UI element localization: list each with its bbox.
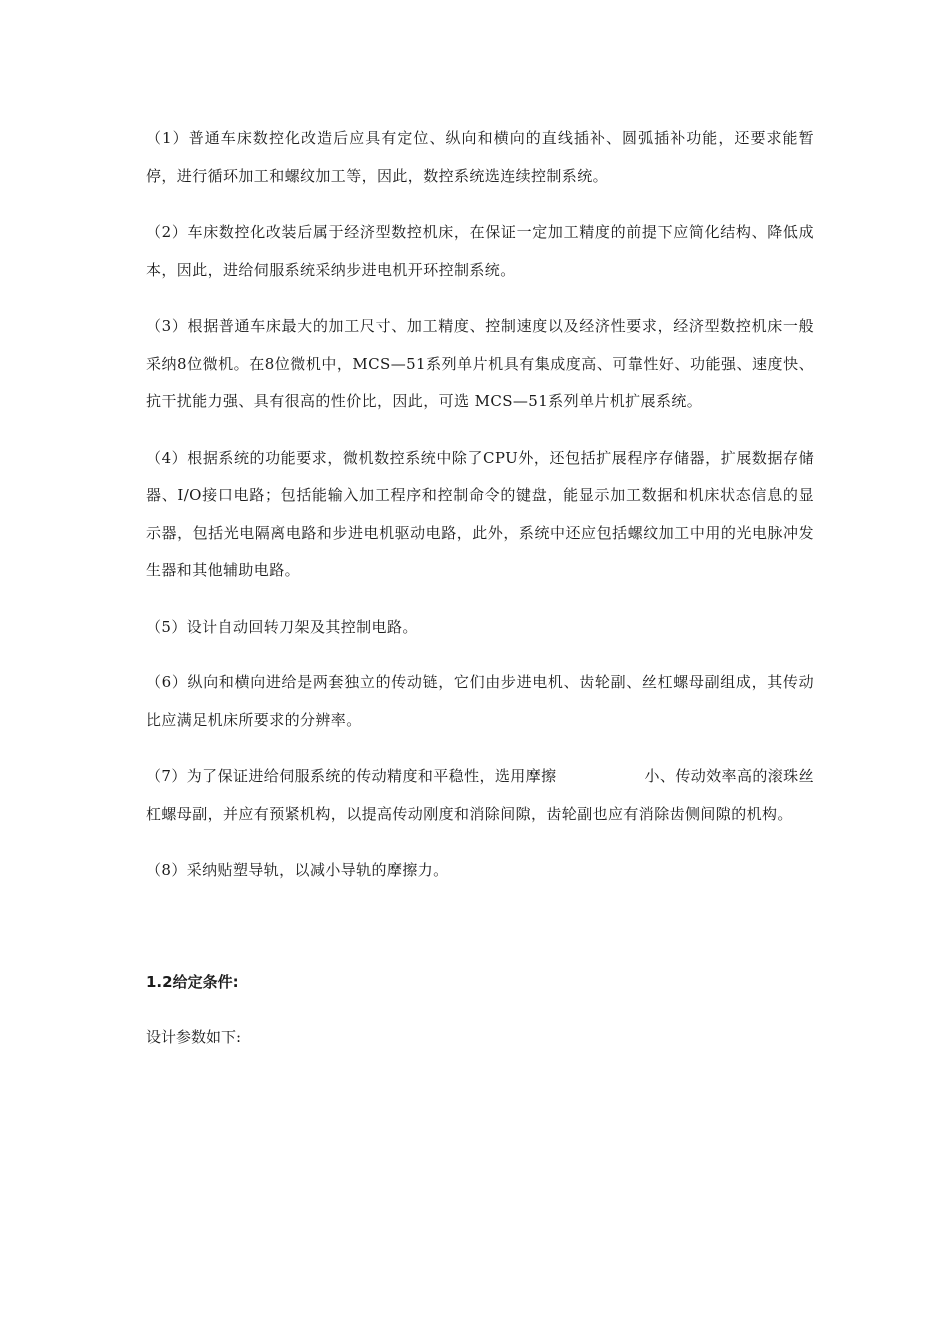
paragraph-7-part-1: （7）为了保证进给伺服系统的传动精度和平稳性，选用摩擦 [146,767,557,785]
paragraph-8: （8）采纳贴塑导轨，以减小导轨的摩擦力。 [146,861,449,879]
section-text: 设计参数如下: [146,1027,242,1046]
section-heading: 1.2给定条件: [146,972,239,991]
paragraph-4: （4）根据系统的功能要求，微机数控系统中除了CPU外，还包括扩展程序存储器，扩展数据存储器、I/O接口电路；包括能输入加工程序和控制命令的键盘，能显示加工数据和机床状态信息的显示器，包括光电隔离电路和步进电机驱动电路，此外，系统中还应包括螺纹加工中用的光电脉冲发生器和其他辅助电路。 [146,448,814,579]
paragraph-7-part-2: 小、传动效率高的滚珠丝杠螺母副，并应有预紧机构，以提高传动刚度和消除间隙，齿轮副也应有消除齿侧间隙的机构。 [146,767,814,823]
document-body [146,120,814,1056]
paragraph-6: （6）纵向和横向进给是两套独立的传动链，它们由步进电机、齿轮副、丝杠螺母副组成，其传动比应满足机床所要求的分辨率。 [146,673,814,729]
paragraph-2: （2）车床数控化改装后属于经济型数控机床，在保证一定加工精度的前提下应简化结构、降低成本，因此，进给伺服系统采纳步进电机开环控制系统。 [146,223,814,279]
paragraph-3: （3）根据普通车床最大的加工尺寸、加工精度、控制速度以及经济性要求，经济型数控机床一般采纳8位微机。在8位微机中，MCS—51系列单片机具有集成度高、可靠性好、功能强、速度快、抗干扰能力强、具有很高的性价比，因此，可选 MCS—51系列单片机扩展系统。 [146,317,814,410]
paragraph-5: （5）设计自动回转刀架及其控制电路。 [146,617,418,636]
paragraph-1: （1）普通车床数控化改造后应具有定位、纵向和横向的直线插补、圆弧插补功能，还要求能暂停，进行循环加工和螺纹加工等，因此，数控系统选连续控制系统。 [146,129,814,185]
paragraph-7 [146,758,814,833]
